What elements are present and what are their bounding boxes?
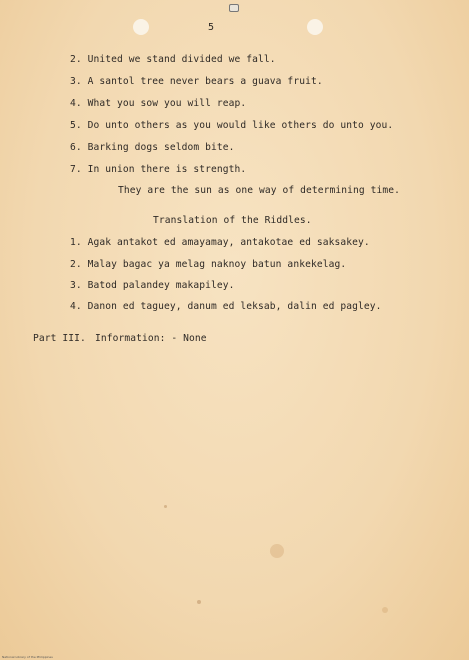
ink-spot (197, 600, 201, 604)
page-number: 5 (208, 22, 215, 33)
proverb-item: 4. What you sow you will reap. (70, 98, 247, 109)
part-label: Part III. (33, 333, 86, 344)
translation-item: 2. Malay bagac ya melag naknoy batun ankekelag. (70, 259, 347, 270)
proverb-item: 3. A santol tree never bears a guava fruit. (70, 76, 323, 87)
stain-spot (382, 607, 388, 613)
translation-heading: Translation of the Riddles. (153, 215, 312, 226)
ink-spot (164, 505, 167, 508)
translation-item: 1. Agak antakot ed amayamay, antakotae ed saksakey. (70, 237, 370, 248)
riddle-answer-note: They are the sun as one way of determining time. (118, 185, 401, 196)
part-information: Information: - None (95, 333, 207, 344)
translation-item: 3. Batod palandey makapiley. (70, 280, 235, 291)
proverb-item: 5. Do unto others as you would like others do unto you. (70, 120, 394, 131)
proverb-item: 2. United we stand divided we fall. (70, 54, 276, 65)
translation-item: 4. Danon ed taguey, danum ed leksab, dalin ed pagley. (70, 301, 382, 312)
punch-hole-right (307, 19, 323, 35)
archive-footer: National Library of the Philippines (2, 655, 53, 659)
punch-hole-left (133, 19, 149, 35)
proverb-item: 7. In union there is strength. (70, 164, 247, 175)
staple-mark (229, 4, 239, 12)
proverb-item: 6. Barking dogs seldom bite. (70, 142, 235, 153)
stain-spot (270, 544, 284, 558)
